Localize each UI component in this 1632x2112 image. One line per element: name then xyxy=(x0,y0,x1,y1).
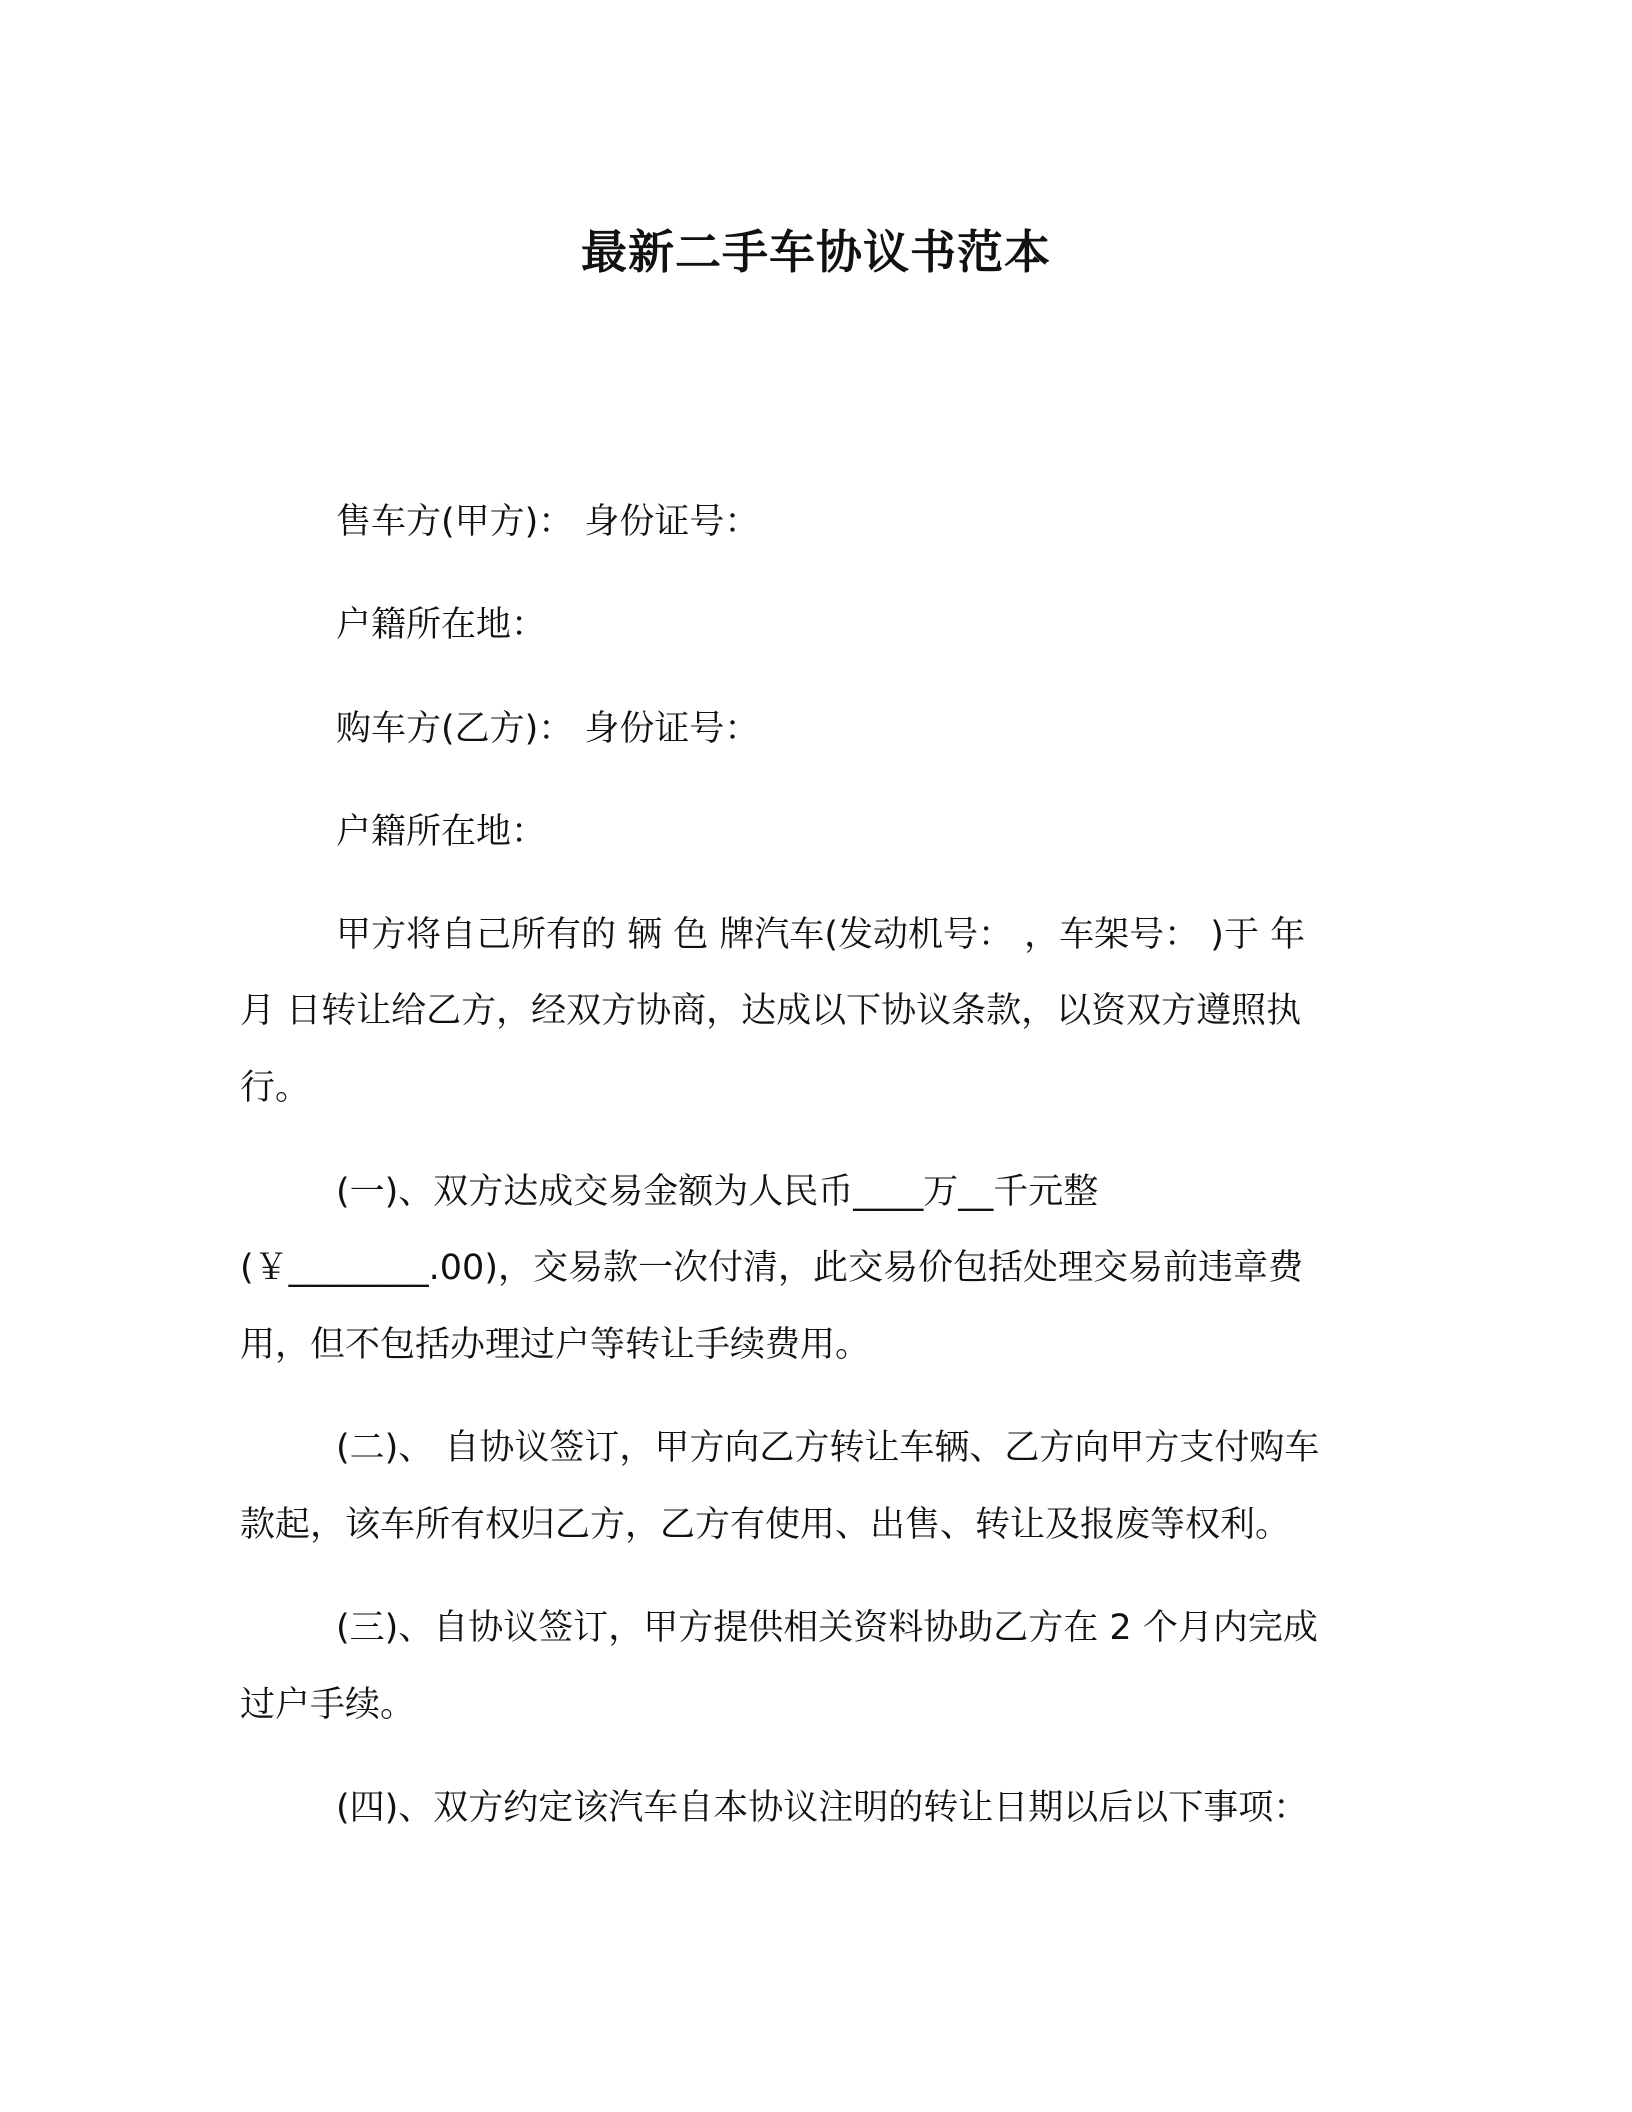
buyer-id-line: 购车方(乙方)： 身份证号： xyxy=(336,709,760,749)
clause-2-line-1: (二)、 自协议签订，甲方向乙方转让车辆、乙方向甲方支付购车 xyxy=(336,1428,1320,1468)
vehicle-paragraph-line-2: 月 日转让给乙方，经双方协商，达成以下协议条款，以资双方遵照执 xyxy=(240,991,1302,1031)
clause-1-line-2: (￥________.00)，交易款一次付清，此交易价包括处理交易前违章费 xyxy=(240,1248,1303,1288)
clause-2-line-2: 款起，该车所有权归乙方，乙方有使用、出售、转让及报废等权利。 xyxy=(240,1505,1291,1545)
clause-3-line-2: 过户手续。 xyxy=(240,1685,416,1725)
seller-id-line: 售车方(甲方)： 身份证号： xyxy=(336,502,760,542)
clause-3-line-1: (三)、自协议签订，甲方提供相关资料协助乙方在 2 个月内完成 xyxy=(336,1608,1318,1648)
buyer-residence-line: 户籍所在地： xyxy=(336,812,547,852)
clause-1-line-1: (一)、双方达成交易金额为人民币____万__千元整 xyxy=(336,1172,1099,1212)
vehicle-paragraph-line-3: 行。 xyxy=(240,1068,311,1108)
document-title: 最新二手车协议书范本 xyxy=(581,225,1051,279)
clause-1-line-3: 用，但不包括办理过户等转让手续费用。 xyxy=(240,1325,871,1365)
vehicle-paragraph-line-1: 甲方将自己所有的 辆 色 牌汽车(发动机号： ，车架号： )于 年 xyxy=(336,915,1306,955)
seller-residence-line: 户籍所在地： xyxy=(336,605,547,645)
clause-4-line-1: (四)、双方约定该汽车自本协议注明的转让日期以后以下事项： xyxy=(336,1788,1309,1828)
